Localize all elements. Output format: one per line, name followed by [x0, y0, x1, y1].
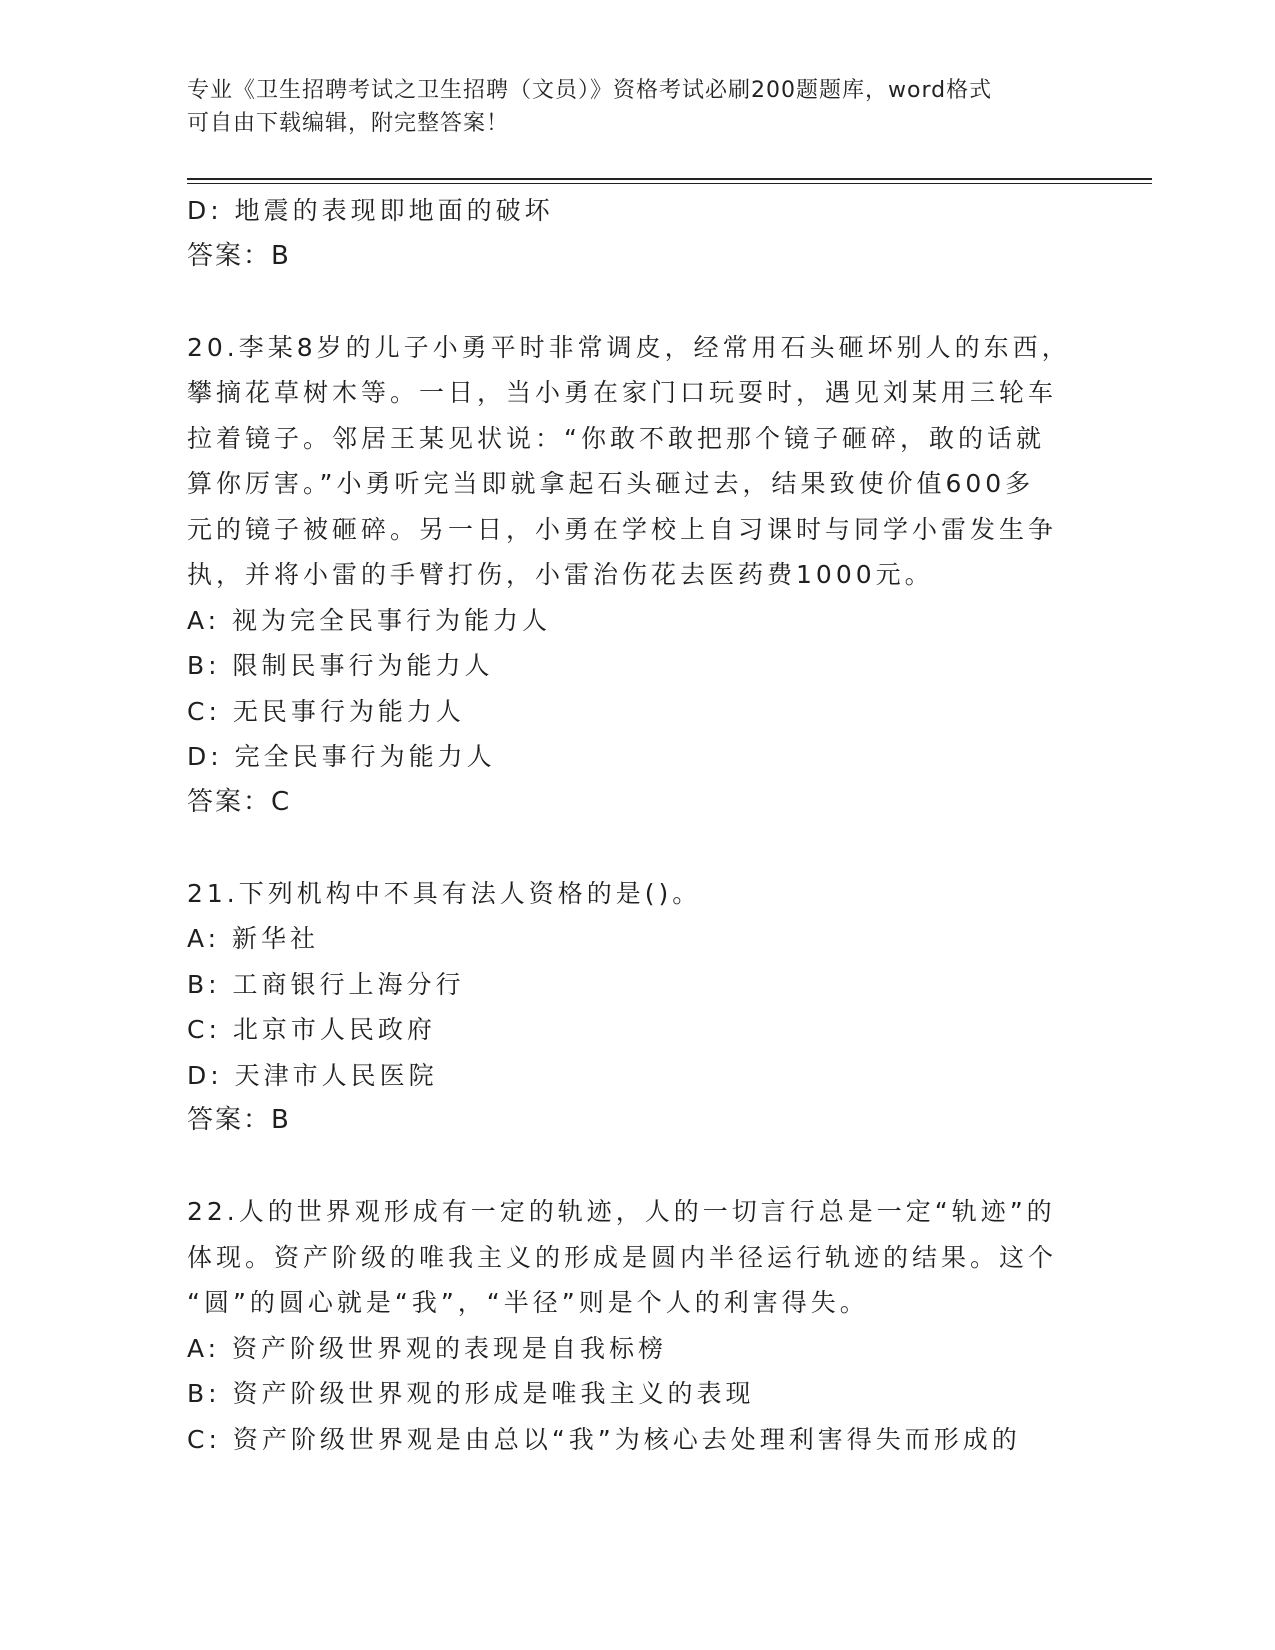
question-text: 20.李某8岁的儿子小勇平时非常调皮，经常用石头砸坏别人的东西，: [187, 332, 1071, 362]
question-text: 算你厉害。”小勇听完当即就拿起石头砸过去，结果致使价值600多: [187, 469, 1035, 498]
question-text: 21.下列机构中不具有法人资格的是()。: [187, 878, 702, 908]
header-divider: [187, 178, 1152, 180]
spacer: [187, 1144, 1087, 1190]
option-a: A: 视为完全民事行为能力人: [187, 605, 552, 635]
option-a: A: 新华社: [187, 924, 320, 953]
spacer: [187, 825, 1087, 871]
option-c: C: 无民事行为能力人: [187, 696, 465, 726]
option-c: C: 北京市人民政府: [187, 1015, 436, 1044]
question-20: [187, 325, 1087, 826]
option-b: B: 工商银行上海分行: [187, 969, 465, 999]
page-header: [187, 74, 1067, 140]
question-text: 体现。资产阶级的唯我主义的形成是圆内半径运行轨迹的结果。这个: [187, 1242, 1058, 1272]
question-21: [187, 871, 1087, 1144]
question-text: 攀摘花草树木等。一日，当小勇在家门口玩耍时，遇见刘某用三轮车: [187, 378, 1058, 407]
document-body: [187, 188, 1087, 1462]
answer: 答案：B: [187, 1105, 291, 1135]
question-22: [187, 1189, 1087, 1462]
option-d: D: 地震的表现即地面的破坏: [187, 196, 554, 225]
question-text: 22.人的世界观形成有一定的轨迹，人的一切言行总是一定“轨迹”的: [187, 1197, 1056, 1226]
answer: 答案：B: [187, 240, 291, 271]
option-d: D: 天津市人民医院: [187, 1060, 438, 1090]
header-divider-thin: [187, 183, 1152, 184]
option-c: C: 资产阶级世界观是由总以“我”为核心去处理利害得失而形成的: [187, 1424, 1021, 1454]
option-b: B: 限制民事行为能力人: [187, 651, 494, 680]
question-text: “圆”的圆心就是“我”，“半径”则是个人的利害得失。: [187, 1288, 869, 1317]
answer: 答案：C: [187, 786, 292, 817]
header-line: 可自由下载编辑，附完整答案！: [187, 111, 510, 136]
option-a: A: 资产阶级世界观的表现是自我标榜: [187, 1333, 668, 1363]
question-text: 执，并将小雷的手臂打伤，小雷治伤花去医药费1000元。: [187, 560, 934, 589]
option-d: D: 完全民事行为能力人: [187, 742, 496, 771]
question-text: 元的镜子被砸碎。另一日，小勇在学校上自习课时与同学小雷发生争: [187, 514, 1058, 544]
option-b: B: 资产阶级世界观的形成是唯我主义的表现: [187, 1379, 755, 1408]
spacer: [187, 279, 1087, 325]
header-line: 专业《卫生招聘考试之卫生招聘（文员）》资格考试必刷200题题库，word格式: [187, 78, 993, 103]
question-text: 拉着镜子。邻居王某见状说：“你敢不敢把那个镜子砸碎，敢的话就: [187, 423, 1045, 453]
